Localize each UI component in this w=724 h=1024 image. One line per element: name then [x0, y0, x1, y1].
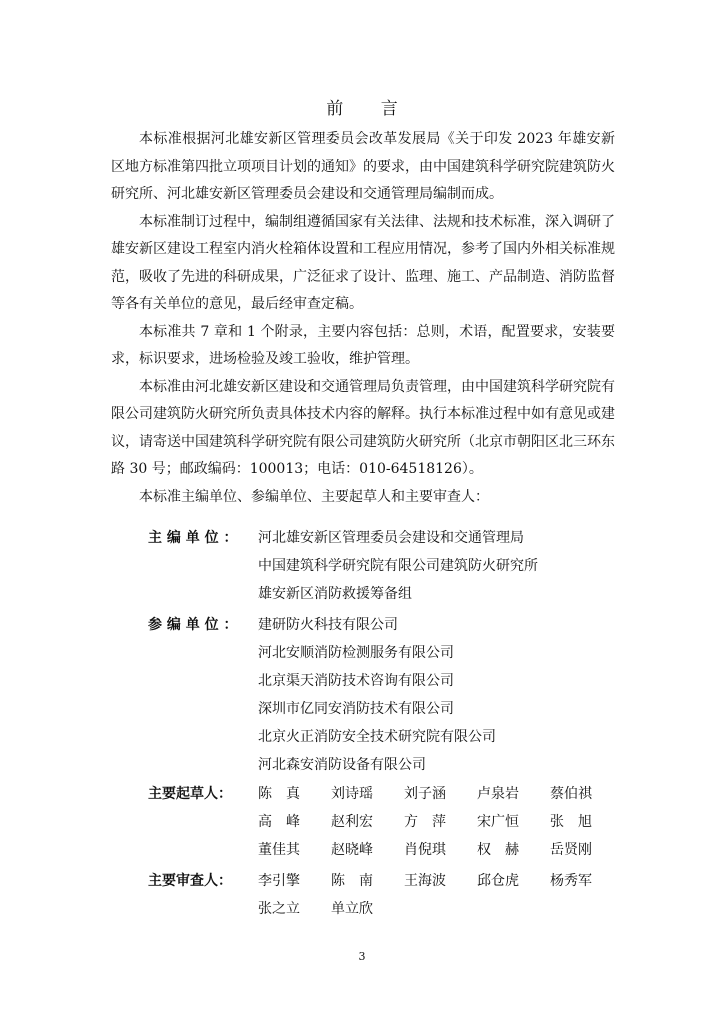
participating-units-label: 参 编 单 位 ： — [148, 617, 238, 633]
paragraph-contents: 本标准共 7 章和 1 个附录，主要内容包括：总则，术语，配置要求，安装要求，标识要求，进场检验及竣工验收，维护管理。 — [111, 323, 615, 367]
person-name: 王海波 — [404, 873, 446, 889]
person-name: 蔡伯祺 — [550, 786, 592, 802]
page-number: 3 — [358, 950, 366, 963]
paragraph-basis: 本标准根据河北雄安新区管理委员会改革发展局《关于印发 2023 年雄安新区地方标准第四批立项项目计划的通知》的要求，由中国建筑科学研究院建筑防火研究所、河北雄安新区管理委员会建设和交通管理局编制而成。 — [111, 131, 615, 202]
person-name: 张之立 — [258, 901, 300, 917]
chief-unit-name: 河北雄安新区管理委员会建设和交通管理局 — [258, 530, 524, 546]
participating-unit-name: 北京火正消防安全技术研究院有限公司 — [258, 729, 496, 745]
chief-units-label: 主 编 单 位 ： — [148, 530, 238, 546]
person-name: 陈 真 — [258, 786, 300, 802]
participating-unit-name: 河北安顺消防检测服务有限公司 — [258, 645, 454, 661]
person-name: 李引擎 — [258, 873, 300, 889]
person-name: 赵晓峰 — [331, 842, 373, 858]
participating-unit-name: 建研防火科技有限公司 — [258, 617, 398, 633]
person-name: 岳贤刚 — [550, 842, 592, 858]
person-name: 宋广恒 — [477, 814, 519, 830]
preface-body — [111, 126, 615, 511]
person-name: 张 旭 — [550, 814, 592, 830]
person-name: 权 赫 — [477, 842, 519, 858]
person-name: 赵利宏 — [331, 814, 373, 830]
person-name: 单立欣 — [331, 901, 373, 917]
person-name: 方 萍 — [404, 814, 446, 830]
page-title: 前 言 — [326, 99, 414, 119]
person-name: 卢泉岩 — [477, 786, 519, 802]
paragraph-process: 本标准制订过程中，编制组遵循国家有关法律、法规和技术标准，深入调研了雄安新区建设工程室内消火栓箱体设置和工程应用情况，参考了国内外相关标准规范，吸收了先进的科研成果，广泛征求了设计、监理、施工、产品制造、消防监督等各有关单位的意见，最后经审查定稿。 — [111, 213, 615, 312]
person-name: 陈 南 — [331, 873, 373, 889]
person-name: 董佳其 — [258, 842, 300, 858]
paragraph-management: 本标准由河北雄安新区建设和交通管理局负责管理，由中国建筑科学研究院有限公司建筑防火研究所负责具体技术内容的解释。执行本标准过程中如有意见或建议，请寄送中国建筑科学研究院有限公司建筑防火研究所（北京市朝阳区北三环东路 30 号；邮政编码：100013；电话：010-64518126）。 — [111, 378, 615, 477]
participating-unit-name: 深圳市亿同安消防技术有限公司 — [258, 701, 454, 717]
person-name: 刘子涵 — [404, 786, 446, 802]
participating-unit-name: 北京渠天消防技术咨询有限公司 — [258, 673, 454, 689]
participating-unit-name: 河北森安消防设备有限公司 — [258, 757, 426, 773]
chief-unit-name: 雄安新区消防救援筹备组 — [258, 586, 412, 602]
drafters-label: 主要起草人： — [148, 786, 232, 802]
reviewers-label: 主要审查人： — [148, 873, 232, 889]
paragraph-units-intro: 本标准主编单位、参编单位、主要起草人和主要审查人： — [139, 488, 489, 505]
person-name: 邱仓虎 — [477, 873, 519, 889]
person-name: 高 峰 — [258, 814, 300, 830]
person-name: 肖倪琪 — [404, 842, 446, 858]
chief-unit-name: 中国建筑科学研究院有限公司建筑防火研究所 — [258, 558, 538, 574]
person-name: 杨秀军 — [550, 873, 592, 889]
person-name: 刘诗瑶 — [331, 786, 373, 802]
